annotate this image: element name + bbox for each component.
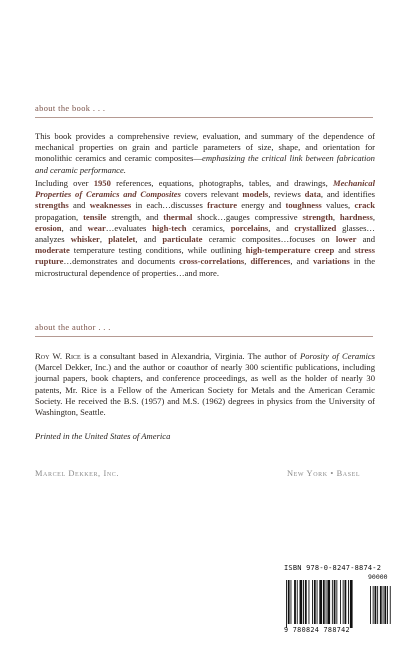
- barcode-bar: [332, 580, 333, 624]
- barcode-bar: [288, 580, 290, 624]
- barcode-bar: [317, 580, 318, 624]
- text-run: covers relevant: [180, 189, 243, 200]
- emphasis-run: porcelains: [230, 222, 269, 233]
- about-book-emphasis: emphasizing the critical link between fabrication and ceramic performance.: [35, 153, 375, 175]
- emphasis-run: Porosity of Ceramics: [300, 351, 375, 361]
- emphasis-run: models: [242, 189, 269, 200]
- emphasis-run: fracture: [207, 200, 238, 211]
- text-run: ,: [244, 256, 251, 267]
- text-run: ,: [372, 211, 375, 222]
- text-run: in the microstructural dependence of properties…and more.: [35, 256, 376, 278]
- barcode-addon-bar: [387, 586, 388, 624]
- about-book-heading: about the book . . .: [35, 104, 106, 113]
- text-run: ,: [332, 211, 340, 222]
- emphasis-run: erosion: [35, 222, 62, 233]
- publisher-location: New York • Basel: [287, 469, 361, 478]
- emphasis-run: strength: [302, 211, 333, 222]
- emphasis-run: Roy W. Rice: [35, 351, 81, 361]
- barcode-addon-bar: [390, 586, 391, 624]
- about-book-paragraph-2: [35, 178, 375, 279]
- emphasis-run: Mechanical Properties of Ceramics and Composites: [35, 178, 375, 200]
- emphasis-run: data: [304, 189, 321, 200]
- barcode-bar: [345, 580, 347, 624]
- text-run: …evaluates: [105, 222, 153, 233]
- emphasis-run: crack: [354, 200, 375, 211]
- about-author-rule: [35, 336, 373, 337]
- emphasis-run: toughness: [285, 200, 322, 211]
- text-run: Including over: [35, 178, 94, 188]
- barcode-bar: [334, 580, 336, 624]
- emphasis-run: tensile: [83, 211, 107, 222]
- barcode-bar: [319, 580, 322, 624]
- barcode-addon-bar: [375, 586, 377, 624]
- barcode-addon-bar: [373, 586, 374, 624]
- text-run: , and identifies: [320, 189, 375, 200]
- barcode-bar: [286, 580, 287, 628]
- text-run: , and: [290, 256, 313, 267]
- text-run: and: [68, 200, 90, 211]
- text-run: , and: [135, 234, 163, 245]
- text-run: energy and: [237, 200, 286, 211]
- emphasis-run: stress rupture: [35, 245, 375, 267]
- barcode-bar: [350, 580, 353, 628]
- text-run: glasses…analyzes: [35, 222, 376, 245]
- text-run: propagation,: [35, 211, 84, 222]
- barcode-bar: [343, 580, 344, 624]
- emphasis-run: high-temperature creep: [245, 245, 335, 256]
- barcode-bar: [303, 580, 304, 624]
- barcode: [284, 564, 402, 636]
- emphasis-run: platelet: [108, 234, 136, 245]
- barcode-bar: [297, 580, 298, 624]
- text-run: ceramic composites…focuses on: [202, 234, 336, 245]
- barcode-bar: [309, 580, 310, 624]
- text-run: temperature testing conditions, while outlining: [69, 245, 246, 256]
- barcode-bar: [300, 580, 303, 624]
- emphasis-run: moderate: [35, 245, 70, 256]
- text-run: and: [356, 234, 375, 245]
- emphasis-run: 1950: [93, 178, 111, 188]
- text-run: , and: [61, 222, 88, 233]
- text-run: and: [334, 245, 355, 256]
- barcode-addon-bar: [380, 586, 382, 624]
- barcode-bar: [291, 580, 292, 624]
- publisher-name: Marcel Dekker, Inc.: [35, 469, 120, 478]
- about-book-rule: [35, 117, 373, 118]
- text-run: in each…discusses: [131, 200, 208, 211]
- barcode-addon-bar: [377, 586, 378, 624]
- barcode-bar: [305, 580, 307, 624]
- isbn-label: ISBN 978-0-8247-8874-2: [284, 564, 382, 572]
- emphasis-run: variations: [313, 256, 350, 267]
- emphasis-run: crystallized: [294, 222, 337, 233]
- emphasis-run: weaknesses: [89, 200, 132, 211]
- barcode-addon-bar: [383, 586, 384, 624]
- printed-in-usa: Printed in the United States of America: [35, 431, 171, 441]
- text-run: values,: [321, 200, 355, 211]
- barcode-bar: [340, 580, 341, 624]
- text-run: , and: [268, 222, 295, 233]
- emphasis-run: hardness: [339, 211, 373, 222]
- about-book-text: This book provides a comprehensive review, evaluation, and summary of the dependence of mechanical properties on grain and particle parameters of size, shape, and orientation for monolithic ceramics and ceramic composites—: [35, 131, 375, 164]
- barcode-addon-bar: [370, 586, 371, 624]
- barcode-bars: [284, 572, 402, 634]
- barcode-bar: [348, 580, 349, 624]
- barcode-bar: [314, 580, 316, 624]
- barcode-addon-bar: [384, 586, 386, 624]
- barcode-addon: 90000: [368, 573, 388, 581]
- barcode-bar: [326, 580, 327, 624]
- barcode-bar: [327, 580, 330, 624]
- text-run: references, equations, photographs, tables, and drawings,: [110, 178, 333, 188]
- text-run: ,: [99, 234, 109, 245]
- emphasis-run: differences: [250, 256, 291, 267]
- text-run: , reviews: [268, 189, 305, 200]
- barcode-bar: [312, 580, 313, 624]
- barcode-digits: 9 780824 788742: [284, 626, 350, 634]
- about-author-heading: about the author . . .: [35, 323, 111, 332]
- barcode-bar: [323, 580, 325, 624]
- barcode-bar: [294, 580, 296, 624]
- emphasis-run: particulate: [162, 234, 203, 245]
- emphasis-run: high-tech: [152, 222, 187, 233]
- emphasis-run: whisker: [70, 234, 100, 245]
- emphasis-run: thermal: [163, 211, 193, 222]
- text-run: …demonstrates and documents: [63, 256, 180, 267]
- emphasis-run: cross-correlations: [179, 256, 245, 267]
- text-run: ceramics,: [186, 222, 231, 233]
- emphasis-run: wear: [87, 222, 106, 233]
- barcode-bar: [336, 580, 337, 624]
- text-run: (Marcel Dekker, Inc.) and the author or coauthor of nearly 300 scientific publications, including journal papers, book chapters, and conference proceedings, as well as the holder of nearly 30 patents, Mr. Rice is a Fellow of the American Society for Metals and the American Ceramic Society. He received the B.S. (1957) and M.S. (1962) degrees in physics from the University of Washington, Seattle.: [35, 362, 375, 418]
- about-author-paragraph: [35, 351, 375, 418]
- text-run: strength, and: [106, 211, 164, 222]
- emphasis-run: strengths: [35, 200, 69, 211]
- text-run: shock…gauges compressive: [192, 211, 303, 222]
- text-run: is a consultant based in Alexandria, Virginia. The author of: [80, 351, 300, 361]
- about-book-paragraph-1: [35, 131, 375, 176]
- emphasis-run: lower: [335, 234, 357, 245]
